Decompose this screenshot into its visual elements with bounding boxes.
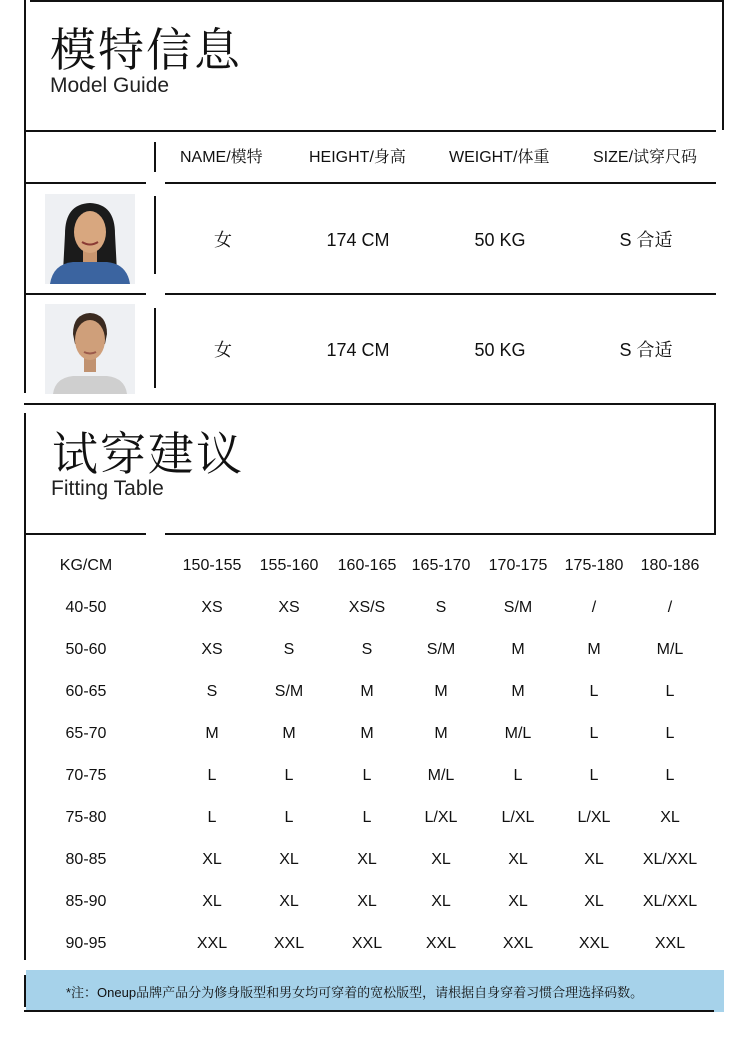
fitting-cell: L <box>362 767 372 784</box>
header-name: NAME/模特 <box>180 149 263 166</box>
fitting-cell: XXL <box>502 935 534 952</box>
fitting-cell: S <box>283 641 295 658</box>
fitting-cell: XXL <box>578 935 610 952</box>
fitting-row-label: 40-50 <box>65 599 107 616</box>
fitting-cell: XS/S <box>348 599 386 616</box>
header-size: SIZE/试穿尺码 <box>593 149 698 166</box>
header-height: HEIGHT/身高 <box>309 149 406 166</box>
row1-divider <box>154 196 156 274</box>
fitting-cell: L <box>362 809 372 826</box>
fitting-cell: M/L <box>656 641 684 658</box>
fitting-row-label: 75-80 <box>65 809 107 826</box>
fitting-cell: M <box>360 683 374 700</box>
fitting-cell: M <box>205 725 219 742</box>
fitting-cell: L <box>589 767 599 784</box>
fitting-row-label: 60-65 <box>65 683 107 700</box>
fitting-cell: S/M <box>426 641 456 658</box>
row-separator-right <box>165 293 716 295</box>
fitting-cell: L <box>207 809 217 826</box>
fitting-cell: S/M <box>274 683 304 700</box>
fitting-column-header: 170-175 <box>488 557 548 574</box>
fitting-cell: M <box>434 683 448 700</box>
fitting-cell: L <box>284 767 294 784</box>
top-border <box>30 0 722 2</box>
note-left-border <box>24 975 26 1007</box>
fitting-column-header: 175-180 <box>564 557 624 574</box>
row1-weight: 50 KG <box>474 230 526 250</box>
row2-size: S 合适 <box>619 340 673 360</box>
fitting-cell: XL <box>357 851 377 868</box>
fitting-cell: L <box>284 809 294 826</box>
fitting-table-subtitle: Fitting Table <box>51 477 164 500</box>
fitting-cell: L <box>513 767 523 784</box>
fitting-row-label: 85-90 <box>65 893 107 910</box>
model-right-border <box>722 0 724 130</box>
fitting-cell: XL <box>431 851 451 868</box>
fitting-cell: XL <box>584 893 604 910</box>
fitting-cell: XL <box>202 851 222 868</box>
fitting-column-header: 180-186 <box>640 557 700 574</box>
fitting-row-label: 80-85 <box>65 851 107 868</box>
fitting-cell: XXL <box>654 935 686 952</box>
row2-weight: 50 KG <box>474 340 526 360</box>
fitting-cell: L <box>665 767 675 784</box>
fitting-cell: L/XL <box>424 809 458 826</box>
model-guide-title: 模特信息 <box>50 23 242 77</box>
fitting-cell: L/XL <box>577 809 611 826</box>
row-separator-left <box>24 293 146 295</box>
fitting-cell: XL <box>357 893 377 910</box>
fitting-top-line <box>24 403 716 405</box>
model-header-bottom-line-right <box>165 182 716 184</box>
fitting-cell: XS <box>201 641 223 658</box>
fitting-left-border <box>24 413 26 960</box>
fitting-cell: S/M <box>503 599 533 616</box>
model-guide-subtitle: Model Guide <box>50 74 170 97</box>
fitting-cell: XL <box>279 893 299 910</box>
fitting-cell: L <box>589 725 599 742</box>
fitting-cell: XXL <box>273 935 305 952</box>
fitting-cell: S <box>361 641 373 658</box>
fitting-cell: XXL <box>425 935 457 952</box>
fitting-cell: S <box>435 599 447 616</box>
fitting-cell: L <box>665 683 675 700</box>
fitting-cell: M <box>434 725 448 742</box>
fitting-cell: M <box>587 641 601 658</box>
fitting-cell: M/L <box>427 767 455 784</box>
fitting-column-header: 155-160 <box>259 557 319 574</box>
fitting-cell: XXL <box>351 935 383 952</box>
fitting-cell: / <box>591 599 597 616</box>
fitting-cell: M <box>511 641 525 658</box>
fitting-cell: XS <box>201 599 223 616</box>
fitting-table-title: 试穿建议 <box>52 427 244 481</box>
fitting-cell: M/L <box>504 725 532 742</box>
fitting-cell: M <box>282 725 296 742</box>
fitting-cell: XL/XXL <box>642 893 698 910</box>
row1-name: 女 <box>214 230 232 250</box>
fitting-row-label: 50-60 <box>65 641 107 658</box>
fitting-row-label: 90-95 <box>65 935 107 952</box>
fitting-cell: L <box>589 683 599 700</box>
fitting-cell: XL <box>508 851 528 868</box>
fitting-header-line-left <box>24 533 146 535</box>
model-header-top-line <box>24 130 716 132</box>
row2-name: 女 <box>214 340 232 360</box>
fitting-cell: / <box>667 599 673 616</box>
fitting-cell: L/XL <box>501 809 535 826</box>
row2-height: 174 CM <box>326 340 390 360</box>
row1-height: 174 CM <box>326 230 390 250</box>
fitting-cell: S <box>206 683 218 700</box>
fitting-header-line-right <box>165 533 716 535</box>
fitting-cell: L <box>207 767 217 784</box>
fitting-cell: XL/XXL <box>642 851 698 868</box>
row2-divider <box>154 308 156 388</box>
model-photo-2 <box>45 304 135 394</box>
model-header-bottom-line-left <box>24 182 146 184</box>
row1-size: S 合适 <box>619 230 673 250</box>
fitting-cell: M <box>360 725 374 742</box>
fitting-cell: XL <box>508 893 528 910</box>
model-header-divider <box>154 142 156 172</box>
model-photo-1 <box>45 194 135 284</box>
model-left-border <box>24 0 26 393</box>
fitting-cell: XL <box>431 893 451 910</box>
fitting-cell: M <box>511 683 525 700</box>
fitting-row-label: 70-75 <box>65 767 107 784</box>
fitting-cell: XL <box>584 851 604 868</box>
fitting-column-header: 150-155 <box>182 557 242 574</box>
fitting-cell: XL <box>279 851 299 868</box>
header-weight: WEIGHT/体重 <box>449 149 550 166</box>
fitting-cell: L <box>665 725 675 742</box>
fitting-corner-label: KG/CM <box>59 557 113 574</box>
bottom-border <box>24 1010 714 1012</box>
fitting-cell: XS <box>278 599 300 616</box>
fitting-cell: XXL <box>196 935 228 952</box>
fitting-cell: XL <box>202 893 222 910</box>
fitting-column-header: 160-165 <box>337 557 397 574</box>
note-banner <box>26 970 724 1012</box>
fitting-cell: XL <box>660 809 680 826</box>
fitting-column-header: 165-170 <box>411 557 471 574</box>
fitting-row-label: 65-70 <box>65 725 107 742</box>
note-text: *注：Oneup品牌产品分为修身版型和男女均可穿着的宽松版型，请根据自身穿着习惯合理选择码数。 <box>66 985 644 1000</box>
fitting-right-border <box>714 403 716 533</box>
